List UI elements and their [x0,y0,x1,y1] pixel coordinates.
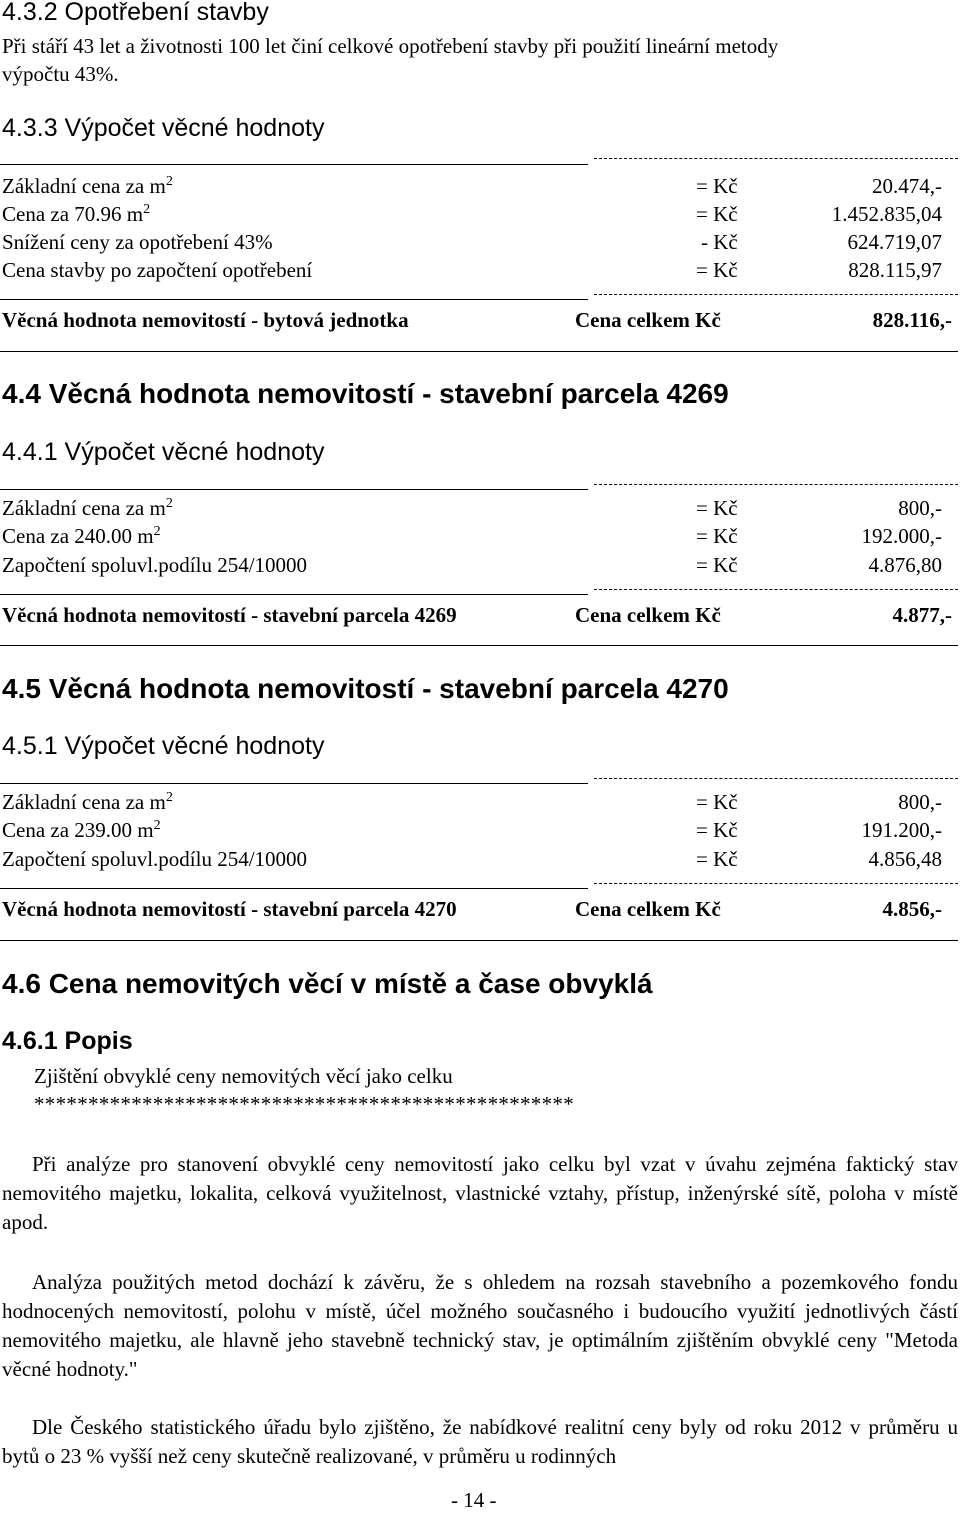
row-label: Základní cena za m [2,790,166,814]
section-heading-4-3-2: 4.3.2 Opotřebení stavby [2,0,269,26]
row-value: 828.115,97 [848,258,942,282]
row-superscript: 2 [165,790,173,805]
total-label: Věcná hodnota nemovitostí - stavební parcela 4270 [2,897,457,921]
dashed-rule [594,158,958,159]
row-value: 1.452.835,04 [831,202,942,226]
row-label: Cena za 239.00 m [2,818,154,842]
total-label: Věcná hodnota nemovitostí - stavební parcela 4269 [2,603,457,627]
row-value: 800,- [898,496,942,520]
paragraph-3: Dle Českého statistického úřadu bylo zjištěno, že nabídkové realitní ceny byly od roku 2012 v průměru u bytů o 23 % vyšší než ceny skutečně realizované, v průměru u rodinných [2,1415,958,1468]
row-operator: = Kč [696,790,738,814]
row-label: Cena stavby po započtení opotřebení [2,258,313,282]
row-superscript: 2 [153,524,161,539]
table-rule [0,164,588,165]
total-value: 4.877,- [892,603,952,627]
row-operator: - Kč [701,230,738,254]
row-superscript: 2 [153,818,161,833]
row-label: Základní cena za m [2,496,166,520]
table-rule [0,489,588,490]
table-rule [0,299,588,300]
paragraph-1: Při analýze pro stanovení obvyklé ceny nemovitostí jako celku byl vzat v úvahu zejména faktický stav nemovitého majetku, lokalita, celková využitelnost, vlastnické vztahy, přístup, inženýrské sítě, poloha v místě apod. [2,1152,958,1234]
section-heading-4-6-1: 4.6.1 Popis [2,1027,133,1055]
row-value: 192.000,- [861,524,942,548]
total-operator: Cena celkem Kč [575,308,721,332]
row-value: 624.719,07 [847,230,942,254]
wear-text-line-2: výpočtu 43%. [2,62,119,86]
total-value: 828.116,- [872,308,952,332]
dashed-rule [594,589,958,590]
row-superscript: 2 [165,496,173,511]
row-value: 800,- [898,790,942,814]
intro-line: Zjištění obvyklé ceny nemovitých věcí jako celku [34,1064,453,1088]
page-number: - 14 - [451,1488,497,1512]
total-operator: Cena celkem Kč [575,897,721,921]
section-heading-4-5-1: 4.5.1 Výpočet věcné hodnoty [2,732,325,760]
row-label: Cena za 240.00 m [2,524,154,548]
total-operator: Cena celkem Kč [575,603,721,627]
row-operator: = Kč [696,847,738,871]
row-label: Započtení spoluvl.podílu 254/10000 [2,553,308,577]
row-label: Započtení spoluvl.podílu 254/10000 [2,847,308,871]
dashed-rule [594,883,958,884]
section-rule [0,645,958,646]
total-label: Věcná hodnota nemovitostí - bytová jednotka [2,308,409,332]
row-operator: = Kč [696,818,738,842]
section-rule [0,940,958,941]
table-rule [0,594,588,595]
dashed-rule [594,294,958,295]
row-value: 4.876,80 [868,553,942,577]
row-operator: = Kč [696,553,738,577]
row-operator: = Kč [696,258,738,282]
dashed-rule [594,484,958,485]
section-rule [0,351,958,352]
section-heading-4-3-3: 4.3.3 Výpočet věcné hodnoty [2,114,325,142]
table-rule [0,783,588,784]
row-label: Snížení ceny za opotřebení 43% [2,230,273,254]
row-label: Cena za 70.96 m [2,202,144,226]
row-superscript: 2 [143,202,151,217]
star-separator: ************************************************** [34,1092,574,1116]
section-heading-4-4-1: 4.4.1 Výpočet věcné hodnoty [2,438,325,466]
section-heading-4-5: 4.5 Věcná hodnota nemovitostí - stavební parcela 4270 [2,673,729,704]
row-operator: = Kč [696,174,738,198]
total-value: 4.856,- [882,897,942,921]
dashed-rule [594,778,958,779]
row-operator: = Kč [696,524,738,548]
section-heading-4-6: 4.6 Cena nemovitých věcí v místě a čase obvyklá [2,968,653,999]
wear-text-line-1: Při stáří 43 let a životnosti 100 let činí celkové opotřebení stavby při použití lineární metody [2,34,779,58]
row-value: 4.856,48 [868,847,942,871]
row-superscript: 2 [165,174,173,189]
paragraph-2: Analýza použitých metod dochází k závěru, že s ohledem na rozsah stavebního a pozemkového fondu hodnocených nemovitostí, polohu v místě, účel možného současného i budoucího využití jednotlivých částí nemovitého majetku, ale hlavně jeho stavebně technický stav, je optimálním zjištěním obvyklé ceny "Metoda věcné hodnoty." [2,1270,958,1381]
row-label: Základní cena za m [2,174,166,198]
row-operator: = Kč [696,496,738,520]
row-operator: = Kč [696,202,738,226]
section-heading-4-4: 4.4 Věcná hodnota nemovitostí - stavební parcela 4269 [2,378,729,409]
row-value: 20.474,- [872,174,942,198]
table-rule [0,888,588,889]
row-value: 191.200,- [861,818,942,842]
